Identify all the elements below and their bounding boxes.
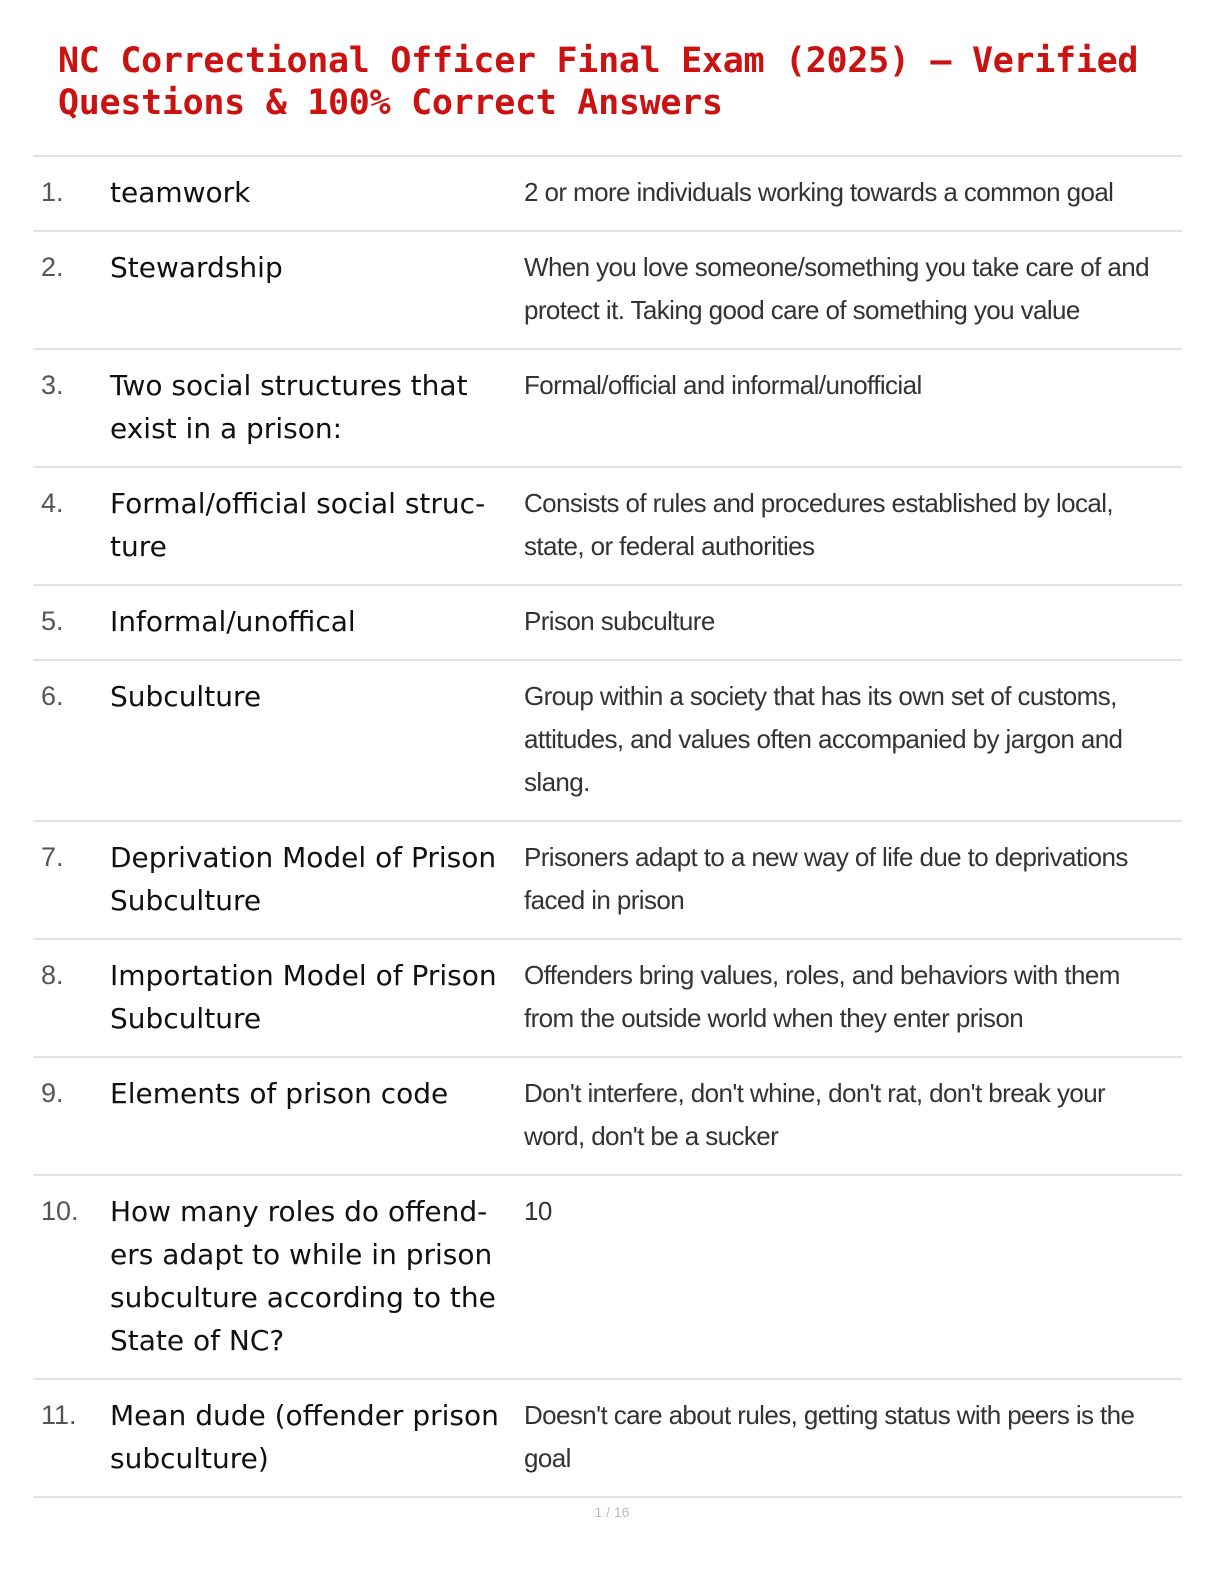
flashcard-list [33, 155, 1182, 1498]
card-term: Stewardship [110, 251, 283, 284]
card-term: Two social structures that exist in a prison: [110, 369, 468, 445]
card-number: 2. [41, 252, 64, 282]
card-term: Informal/unoffical [110, 605, 356, 638]
card-number: 1. [41, 177, 64, 207]
flashcard-row [33, 468, 1182, 586]
card-term: Elements of prison code [110, 1077, 449, 1110]
flashcard-row [33, 940, 1182, 1058]
flashcard-row [33, 232, 1182, 350]
flashcard-row [33, 1176, 1182, 1380]
card-definition: Doesn't care about rules, getting status with peers is the goal [524, 1400, 1135, 1473]
card-term: Subculture [110, 680, 262, 713]
flashcard-row [33, 350, 1182, 468]
card-number: 5. [41, 606, 64, 636]
card-number: 4. [41, 488, 64, 518]
flashcard-row [33, 661, 1182, 822]
card-definition: Group within a society that has its own set of customs, attitudes, and values often accompanied by jargon and slang. [524, 681, 1123, 797]
card-number: 10. [41, 1196, 79, 1226]
flashcard-row [33, 157, 1182, 232]
card-number: 6. [41, 681, 64, 711]
card-term: teamwork [110, 176, 251, 209]
card-term: Deprivation Model of Prison Subculture [110, 841, 497, 917]
card-term: Formal/official social struc- ture [110, 487, 486, 563]
card-definition: Prisoners adapt to a new way of life due to deprivations faced in prison [524, 842, 1128, 915]
card-term: Importation Model of Prison Subculture [110, 959, 497, 1035]
card-definition: 2 or more individuals working towards a common goal [524, 177, 1114, 207]
page-indicator: 1 / 16 [594, 1504, 630, 1520]
card-number: 9. [41, 1078, 64, 1108]
card-number: 8. [41, 960, 64, 990]
flashcard-row [33, 1380, 1182, 1498]
flashcard-row [33, 822, 1182, 940]
card-definition: Formal/official and informal/unofficial [524, 370, 922, 400]
card-definition: Prison subculture [524, 606, 715, 636]
card-definition: Consists of rules and procedures established by local, state, or federal authorities [524, 488, 1114, 561]
card-number: 11. [41, 1400, 77, 1430]
card-number: 7. [41, 842, 64, 872]
card-definition: Offenders bring values, roles, and behaviors with them from the outside world when they enter prison [524, 960, 1120, 1033]
card-term: Mean dude (offender prison subculture) [110, 1399, 499, 1475]
card-number: 3. [41, 370, 64, 400]
flashcard-row [33, 1058, 1182, 1176]
document-title: NC Correctional Officer Final Exam (2025) – Verified Questions & 100% Correct Answers [58, 41, 1139, 123]
flashcard-row [33, 586, 1182, 661]
card-term: How many roles do offend- ers adapt to while in prison subculture according to the State of NC? [110, 1195, 496, 1357]
card-definition: Don't interfere, don't whine, don't rat, don't break your word, don't be a sucker [524, 1078, 1106, 1151]
card-definition: 10 [524, 1196, 552, 1226]
card-definition: When you love someone/something you take care of and protect it. Taking good care of something you value [524, 252, 1149, 325]
